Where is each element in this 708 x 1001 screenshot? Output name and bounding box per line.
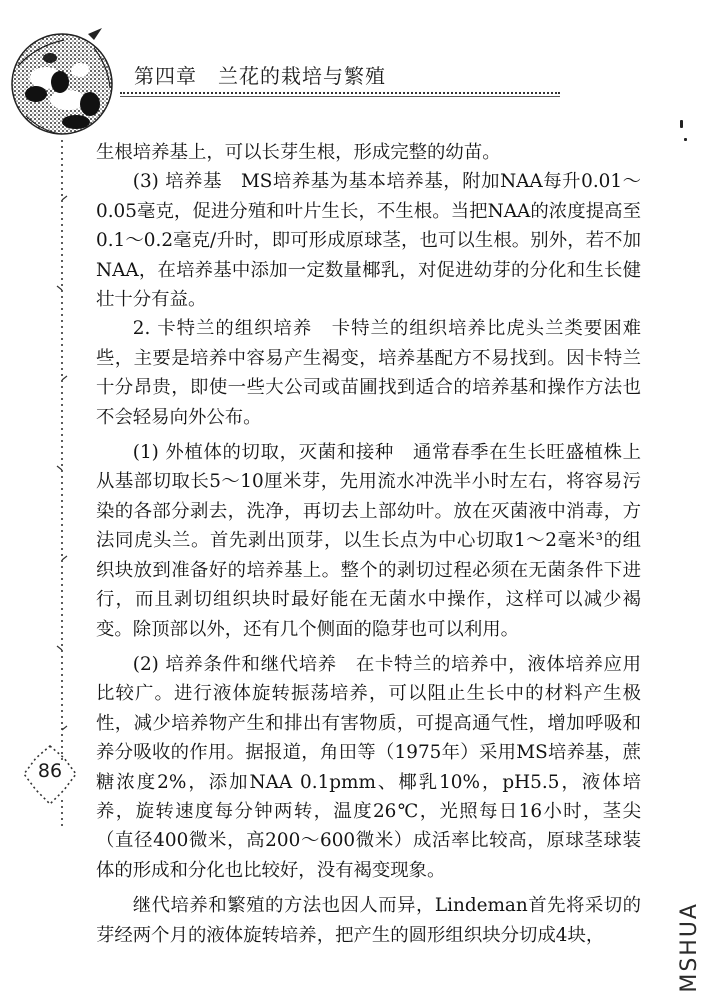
margin-vine-lower-decoration — [54, 800, 70, 830]
edge-speck — [680, 120, 683, 128]
watermark: MSHUA — [677, 902, 702, 993]
paragraph: 2. 卡特兰的组织培养 卡特兰的组织培养比虎头兰类要困难些，主要是培养中容易产生褐变，培养基配方不易找到。因卡特兰十分昂贵，即使一些大公司或苗圃找到适合的培养基和操作方法也不会轻易向外公布。 — [96, 318, 641, 428]
body-text — [96, 138, 641, 950]
paragraph: 生根培养基上，可以长芽生根，形成完整的幼苗。 — [96, 142, 501, 163]
chapter-title: 第四章 兰花的栽培与繁殖 — [134, 64, 386, 88]
paragraph: 继代培养和繁殖的方法也因人而异，Lindeman首先将采切的芽经两个月的液体旋转培养，把产生的圆形组织块分切成4块， — [96, 895, 641, 946]
paragraph: (1) 外植体的切取，灭菌和接种 通常春季在生长旺盛植株上从基部切取长5～10厘米芽，先用流水冲洗半小时左右，将容易污染的各部分剥去，洗净，再切去上部幼叶。放在灭菌液中消毒，方法同虎头兰。首先剥出顶芽，以生长点为中心切取1～2毫米³的组织块放到准备好的培养基上。整个的剥切过程必须在无菌条件下进行，而且剥切组织块时最好能在无菌水中操作，这样可以减少褐变。除顶部以外，还有几个侧面的隐芽也可以利用。 — [96, 442, 641, 640]
edge-speck — [684, 138, 687, 141]
margin-vine-decoration — [54, 140, 70, 760]
paragraph: (2) 培养条件和继代培养 在卡特兰的培养中，液体培养应用比较广。进行液体旋转振荡培养，可以阻止生长中的材料产生极性，减少培养物产生和排出有害物质，可提高通气性，增加呼吸和养分吸收的作用。据报道，角田等（1975年）采用MS培养基，蔗糖浓度2%，添加NAA 0.1pmm、椰乳10%，pH5.5，液体培养，旋转速度每分钟两转，温度26℃，光照每日16小时，茎尖（直径400微米，高200～600微米）成活率比较高，原球茎球装体的形成和分化也比较好，没有褐变现象。 — [96, 653, 641, 881]
paragraph: (3) 培养基 MS培养基为基本培养基，附加NAA每升0.01～0.05毫克，促进分殖和叶片生长，不生根。当把NAA的浓度提高至0.1～0.2毫克/升时，即可形成原球茎，也可以生根。别外，若不加NAA，在培养基中添加一定数量椰乳，对促进幼芽的分化和生长健壮十分有益。 — [96, 171, 641, 311]
header-rule — [120, 92, 560, 94]
page-number: 86 — [37, 760, 63, 782]
header-rule-thin — [120, 96, 560, 97]
orchid-emblem-icon — [6, 26, 124, 144]
